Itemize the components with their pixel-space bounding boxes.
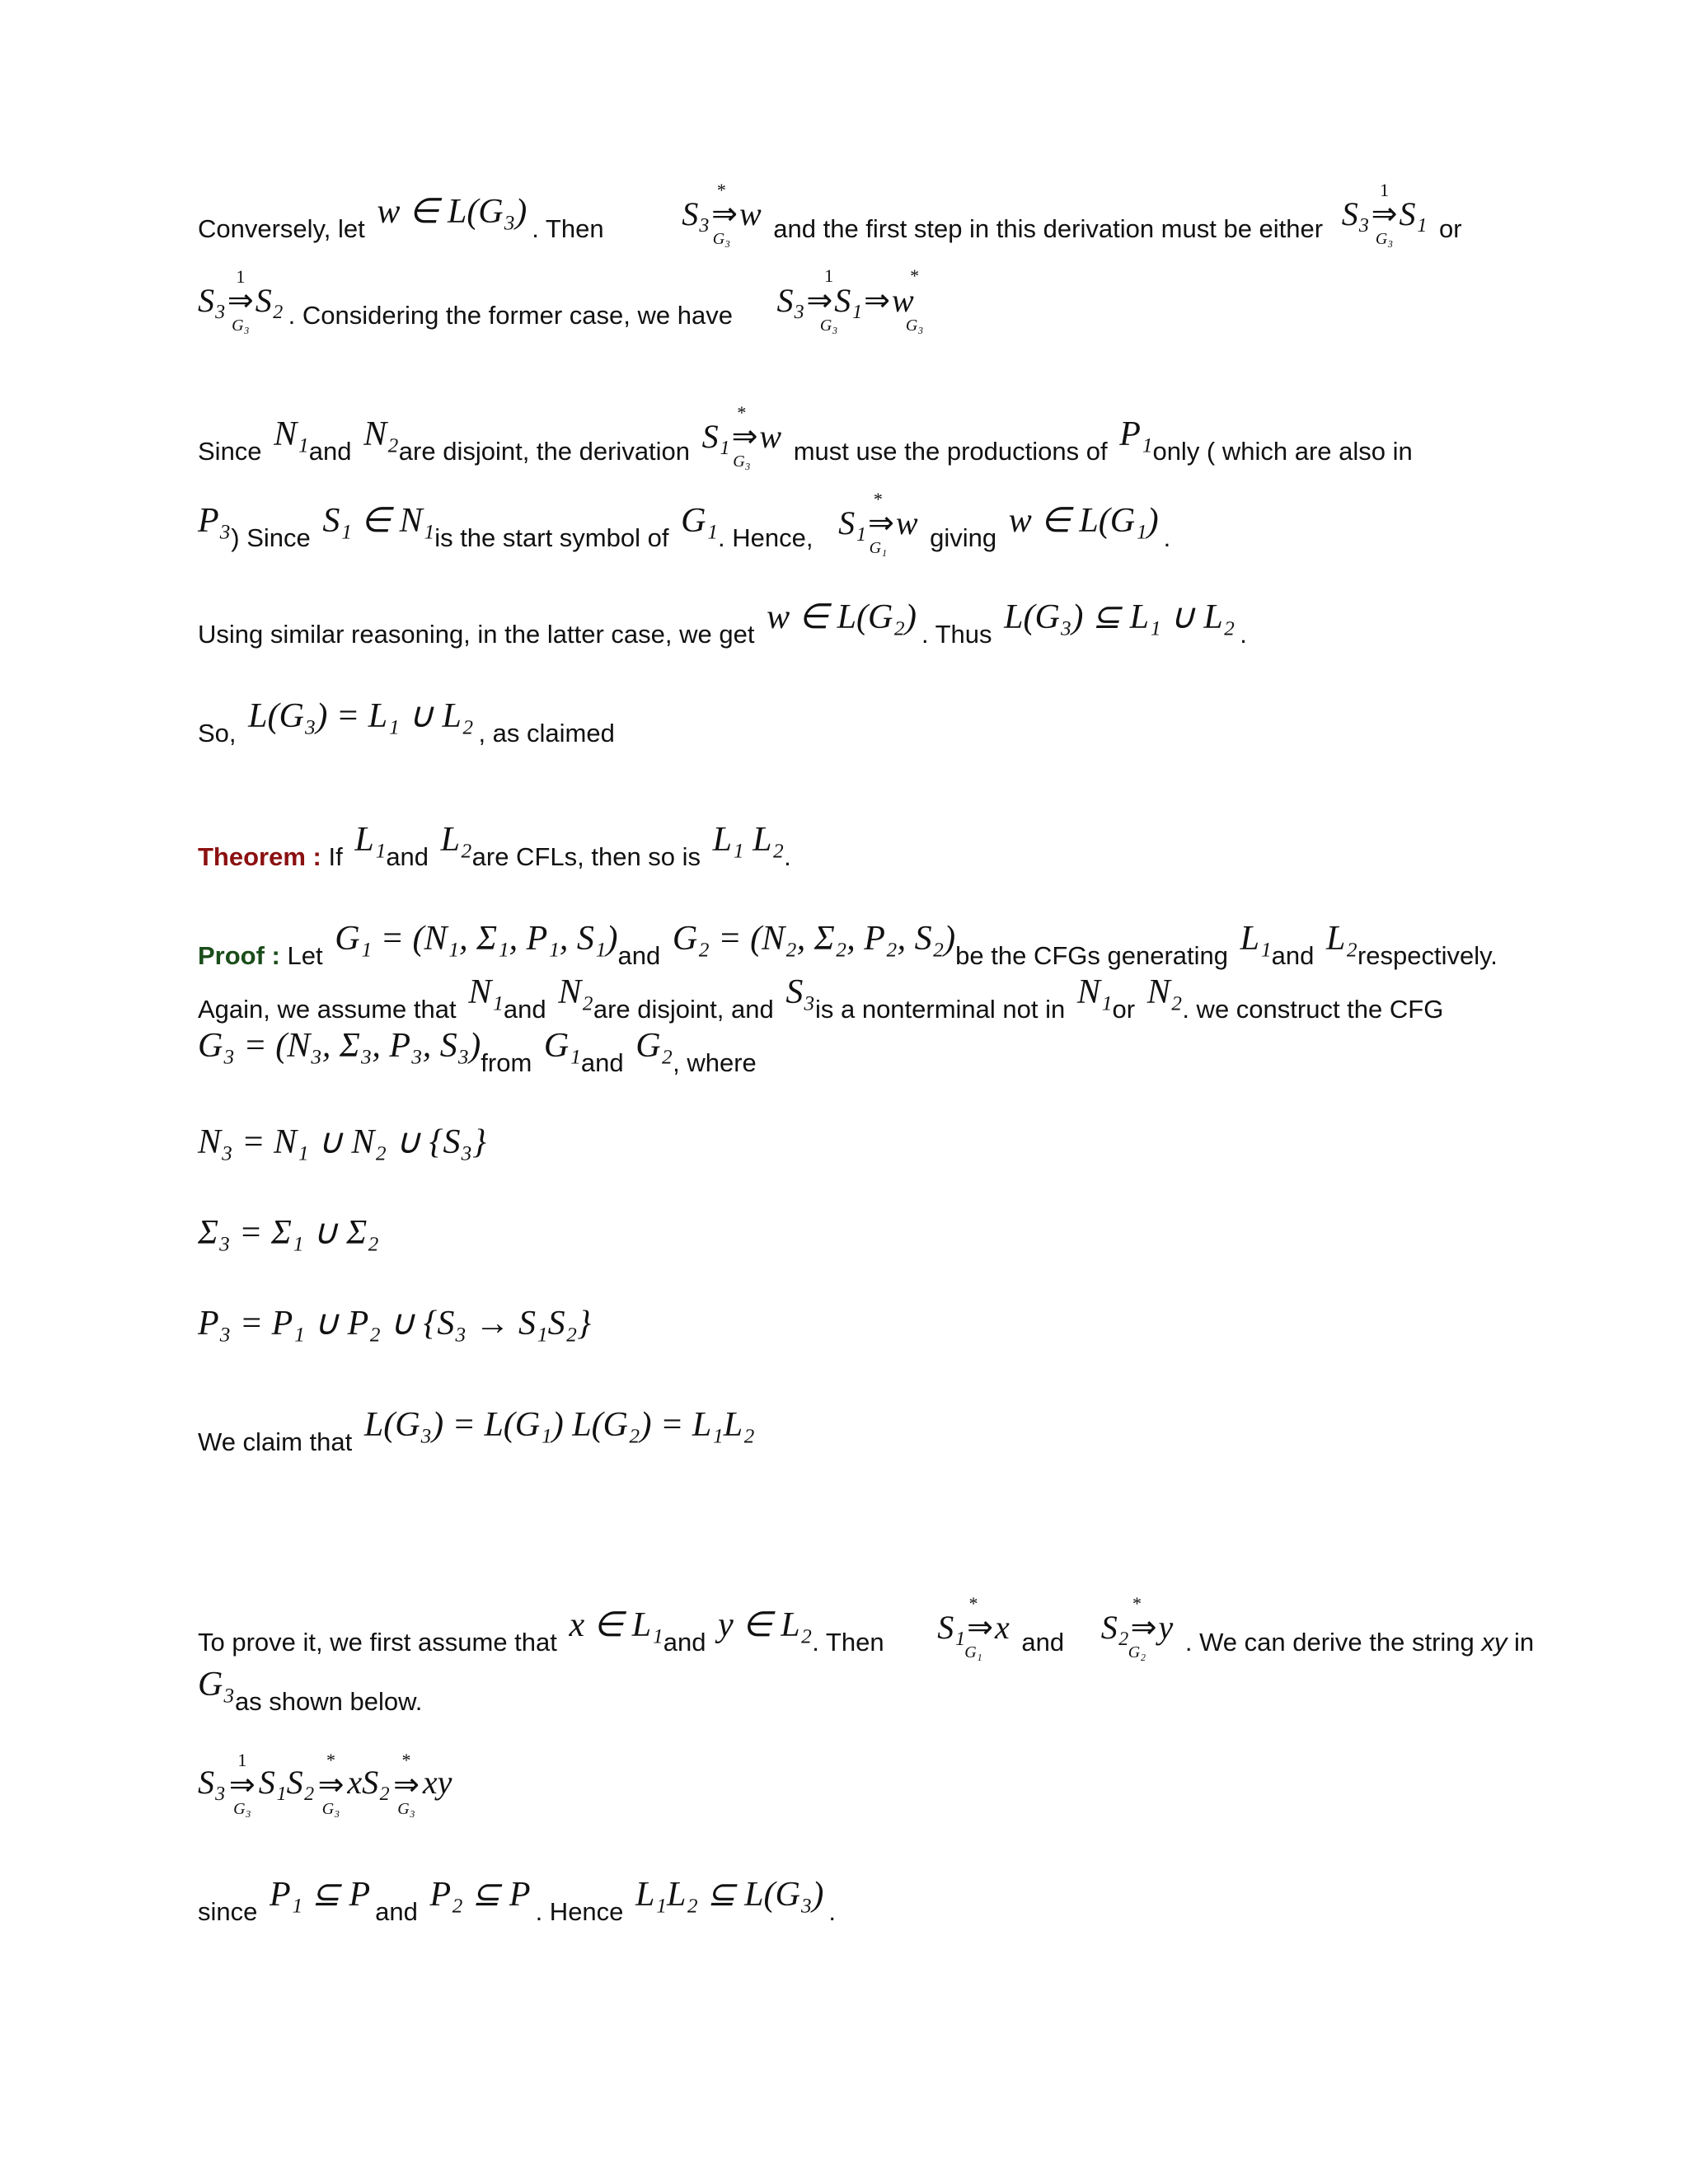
math-N1: N₁ [468, 973, 504, 1011]
derivation-chain-xy [198, 1751, 452, 1821]
derivation-rhs: x [994, 1609, 1010, 1646]
equation-N3: N₃ = N₁ ∪ N₂ ∪ {S₃} [198, 1123, 486, 1161]
derivation-sub: G₃ [1375, 230, 1394, 248]
text: are disjoint, the derivation [398, 437, 691, 466]
derivation-sub: G₁ [964, 1643, 982, 1661]
paragraph-to-prove [198, 1593, 1535, 1677]
math-G1-def: G₁ = (N₁, Σ₁, P₁, S₁) [335, 920, 618, 958]
paragraph-start-symbol [198, 489, 1517, 573]
math-G1: G₁ [681, 502, 719, 541]
paragraph-as-shown [198, 1666, 1517, 1728]
math-w-in-LG2: w ∈ L(G₂) [767, 598, 917, 636]
text: . We can derive the string [1184, 1628, 1475, 1657]
text: are disjoint, and [593, 995, 774, 1024]
text: is the start symbol of [434, 523, 669, 553]
text: . Hence [535, 1897, 624, 1926]
text: . we construct the CFG [1182, 995, 1444, 1024]
double-arrow-icon: ⇒ [967, 1610, 993, 1645]
double-arrow-icon: ⇒ [864, 284, 891, 318]
math-L1L2: L₁ L₂ [712, 821, 785, 859]
derivation [1337, 181, 1432, 247]
math-y-in-L2: y ∈ L₂ [718, 1606, 813, 1645]
math-G3: G₃ [198, 1666, 235, 1704]
derivation-sup: * [1132, 1593, 1142, 1614]
text: respectively. [1357, 941, 1498, 970]
derivation-sup: 1 [824, 265, 834, 286]
derivation-rhs: S₂ [255, 282, 284, 319]
text: and [375, 1897, 418, 1926]
paragraph-so-claimed [198, 697, 1517, 760]
double-arrow-icon: ⇒ [317, 1768, 345, 1802]
chain-sup: * [401, 1750, 411, 1770]
paragraph-since-disjoint [198, 402, 1517, 486]
derivation-lhs: S₃ [198, 282, 226, 319]
derivation-sup: 1 [1380, 180, 1390, 200]
math-w-in-LG1: w ∈ L(G₁) [1008, 502, 1159, 541]
derivation-sub: G₁ [869, 539, 888, 557]
text: ) Since [231, 523, 311, 553]
derivation-sup: 1 [236, 266, 246, 287]
derivation-sup: * [873, 489, 883, 509]
derivation-sup: * [910, 265, 920, 286]
text: Conversely, let [198, 214, 365, 244]
text: be the CFGs generating [955, 941, 1229, 970]
derivation-sub: G₃ [905, 316, 924, 335]
paragraph-latter-case [198, 598, 1517, 661]
math-G2: G₂ [635, 1027, 673, 1065]
derivation-sub: G₃ [819, 316, 838, 335]
derivation [833, 490, 922, 556]
math-N2: N₂ [1146, 973, 1183, 1011]
double-arrow-icon: ⇒ [711, 197, 738, 232]
math-P3: P₃ [198, 502, 232, 541]
derivation-rhs: w [895, 504, 918, 541]
chain-symbol: S₃ [198, 1764, 226, 1801]
math-L1L2-subset: L₁L₂ ⊆ L(G₃) [635, 1876, 824, 1914]
derivation-mid: S₁ [834, 282, 863, 319]
math-claim: L(G₃) = L(G₁) L(G₂) = L₁L₂ [363, 1406, 755, 1444]
double-arrow-icon: ⇒ [1130, 1610, 1157, 1645]
text: To prove it, we first assume that [198, 1628, 557, 1657]
text: and [617, 941, 661, 970]
math-w-in-LG3: w ∈ L(G₃) [377, 193, 528, 232]
derivation-lhs: S₁ [838, 504, 867, 541]
text: as shown below. [234, 1687, 423, 1716]
chain-symbol: xy [422, 1764, 452, 1801]
math-N2: N₂ [363, 415, 399, 454]
derivation [1096, 1595, 1179, 1661]
double-arrow-icon: ⇒ [731, 419, 758, 454]
text: . Thus [921, 620, 992, 649]
derivation-sup: * [716, 180, 726, 200]
chain-sub: G₃ [233, 1800, 251, 1818]
derivation-lhs: S₃ [682, 195, 710, 232]
derivation [198, 268, 288, 334]
double-arrow-icon: ⇒ [228, 1768, 256, 1802]
text: must use the productions of [793, 437, 1108, 466]
proof [198, 920, 1517, 982]
derivation-lhs: S₃ [1341, 195, 1370, 232]
text: and [308, 437, 352, 466]
derivation-rhs: w [892, 282, 914, 319]
double-arrow-icon: ⇒ [393, 1768, 420, 1802]
math-L1: L₁ [354, 821, 387, 859]
text: is a nonterminal not in [814, 995, 1066, 1024]
double-arrow-icon: ⇒ [227, 284, 254, 318]
chain-sub: G₃ [397, 1800, 415, 1818]
math-L1: L₁ [1240, 920, 1272, 958]
text: and the first step in this derivation must be either [773, 214, 1324, 244]
text: , as claimed [478, 719, 615, 748]
text: . [1240, 620, 1247, 649]
text: and [1021, 1628, 1065, 1657]
text: Using similar reasoning, in the latter case, we get [198, 620, 755, 649]
string-xy: xy [1481, 1628, 1507, 1657]
text: and [1271, 941, 1315, 970]
derivation [697, 404, 786, 470]
math-G1: G₁ [543, 1027, 581, 1065]
derivation-sub: G₂ [1128, 1643, 1146, 1661]
derivation-lhs: S₂ [1100, 1609, 1129, 1646]
text: . Then [532, 214, 604, 244]
text: Let [287, 941, 323, 970]
text: since [198, 1897, 258, 1926]
chain-sup: 1 [237, 1750, 247, 1770]
text: . [1163, 523, 1171, 553]
text: Again, we assume that [198, 995, 457, 1024]
derivation-rhs: w [759, 418, 782, 455]
math-P2-subset-P: P₂ ⊆ P [429, 1876, 531, 1914]
text: . [784, 842, 791, 871]
text: . Considering the former case, we have [288, 301, 733, 330]
paragraph-claim [198, 1406, 1517, 1469]
math-LG3-subset: L(G₃) ⊆ L₁ ∪ L₂ [1004, 598, 1236, 636]
math-N1: N₁ [1076, 973, 1113, 1011]
math-S1-in-N1: S₁ ∈ N₁ [322, 502, 435, 541]
derivation-sub: G₃ [232, 316, 250, 335]
math-P1-subset-P: P₁ ⊆ P [270, 1876, 371, 1914]
derivation-sub: G₃ [733, 452, 751, 471]
math-L2: L₂ [1325, 920, 1357, 958]
derivation [932, 1595, 1015, 1661]
math-S3: S₃ [785, 973, 815, 1011]
text: or [1112, 995, 1136, 1024]
derivation-rhs: w [738, 195, 762, 232]
derivation-sup: * [968, 1593, 978, 1614]
text: only ( which are also in [1152, 437, 1413, 466]
derivation-lhs: S₁ [937, 1609, 966, 1646]
text: and [386, 842, 429, 871]
derivation-chain [747, 265, 945, 335]
text: If [328, 842, 343, 871]
paragraph-since-subset [198, 1876, 1517, 1938]
text: and [503, 995, 546, 1024]
text: giving [930, 523, 997, 553]
derivation-sub: G₃ [712, 230, 731, 248]
proof-label: Proof : [198, 941, 280, 970]
math-N2: N₂ [558, 973, 593, 1011]
derivation-rhs: y [1158, 1609, 1174, 1646]
text: or [1439, 214, 1462, 244]
derivation-sup: * [737, 402, 747, 423]
text: in [1514, 1628, 1535, 1657]
paragraph-former-case [198, 265, 1517, 350]
math-LG3-equals: L(G₃) = L₁ ∪ L₂ [248, 697, 474, 735]
text: . Then [812, 1628, 884, 1657]
math-P1: P₁ [1119, 415, 1153, 454]
double-arrow-icon: ⇒ [1371, 197, 1398, 232]
text: , where [673, 1048, 757, 1077]
equation-Sigma3: Σ₃ = Σ₁ ∪ Σ₂ [198, 1214, 379, 1252]
derivation-rhs: S₁ [1399, 195, 1428, 232]
paragraph-construct-G3 [198, 1027, 1517, 1090]
double-arrow-icon: ⇒ [868, 506, 894, 541]
theorem-label: Theorem : [198, 842, 321, 871]
text: and [663, 1628, 706, 1657]
equation-P3: P₃ = P₁ ∪ P₂ ∪ {S₃ → S₁S₂} [198, 1305, 591, 1343]
math-N1: N₁ [274, 415, 309, 454]
chain-symbol: xS₂ [347, 1764, 391, 1801]
text: . Hence, [718, 523, 814, 553]
math-L2: L₂ [440, 821, 472, 859]
theorem [198, 821, 1517, 883]
text: So, [198, 719, 237, 748]
math-x-in-L1: x ∈ L₁ [569, 1606, 663, 1645]
math-G3-def: G₃ = (N₃, Σ₃, P₃, S₃) [198, 1027, 481, 1065]
text: from [481, 1048, 532, 1077]
double-arrow-icon: ⇒ [806, 284, 833, 318]
chain-sub: G₃ [321, 1800, 340, 1818]
derivation-lhs: S₃ [776, 282, 805, 319]
text: and [580, 1048, 624, 1077]
derivation [677, 181, 766, 247]
math-G2-def: G₂ = (N₂, Σ₂, P₂, S₂) [672, 920, 956, 958]
text: are CFLs, then so is [471, 842, 701, 871]
chain-sup: * [326, 1750, 335, 1770]
text: We claim that [198, 1427, 353, 1456]
derivation-lhs: S₁ [701, 418, 730, 455]
paragraph-converse [198, 180, 1517, 264]
text: Since [198, 437, 262, 466]
chain-symbol: S₁S₂ [258, 1764, 315, 1801]
text: . [828, 1897, 837, 1926]
